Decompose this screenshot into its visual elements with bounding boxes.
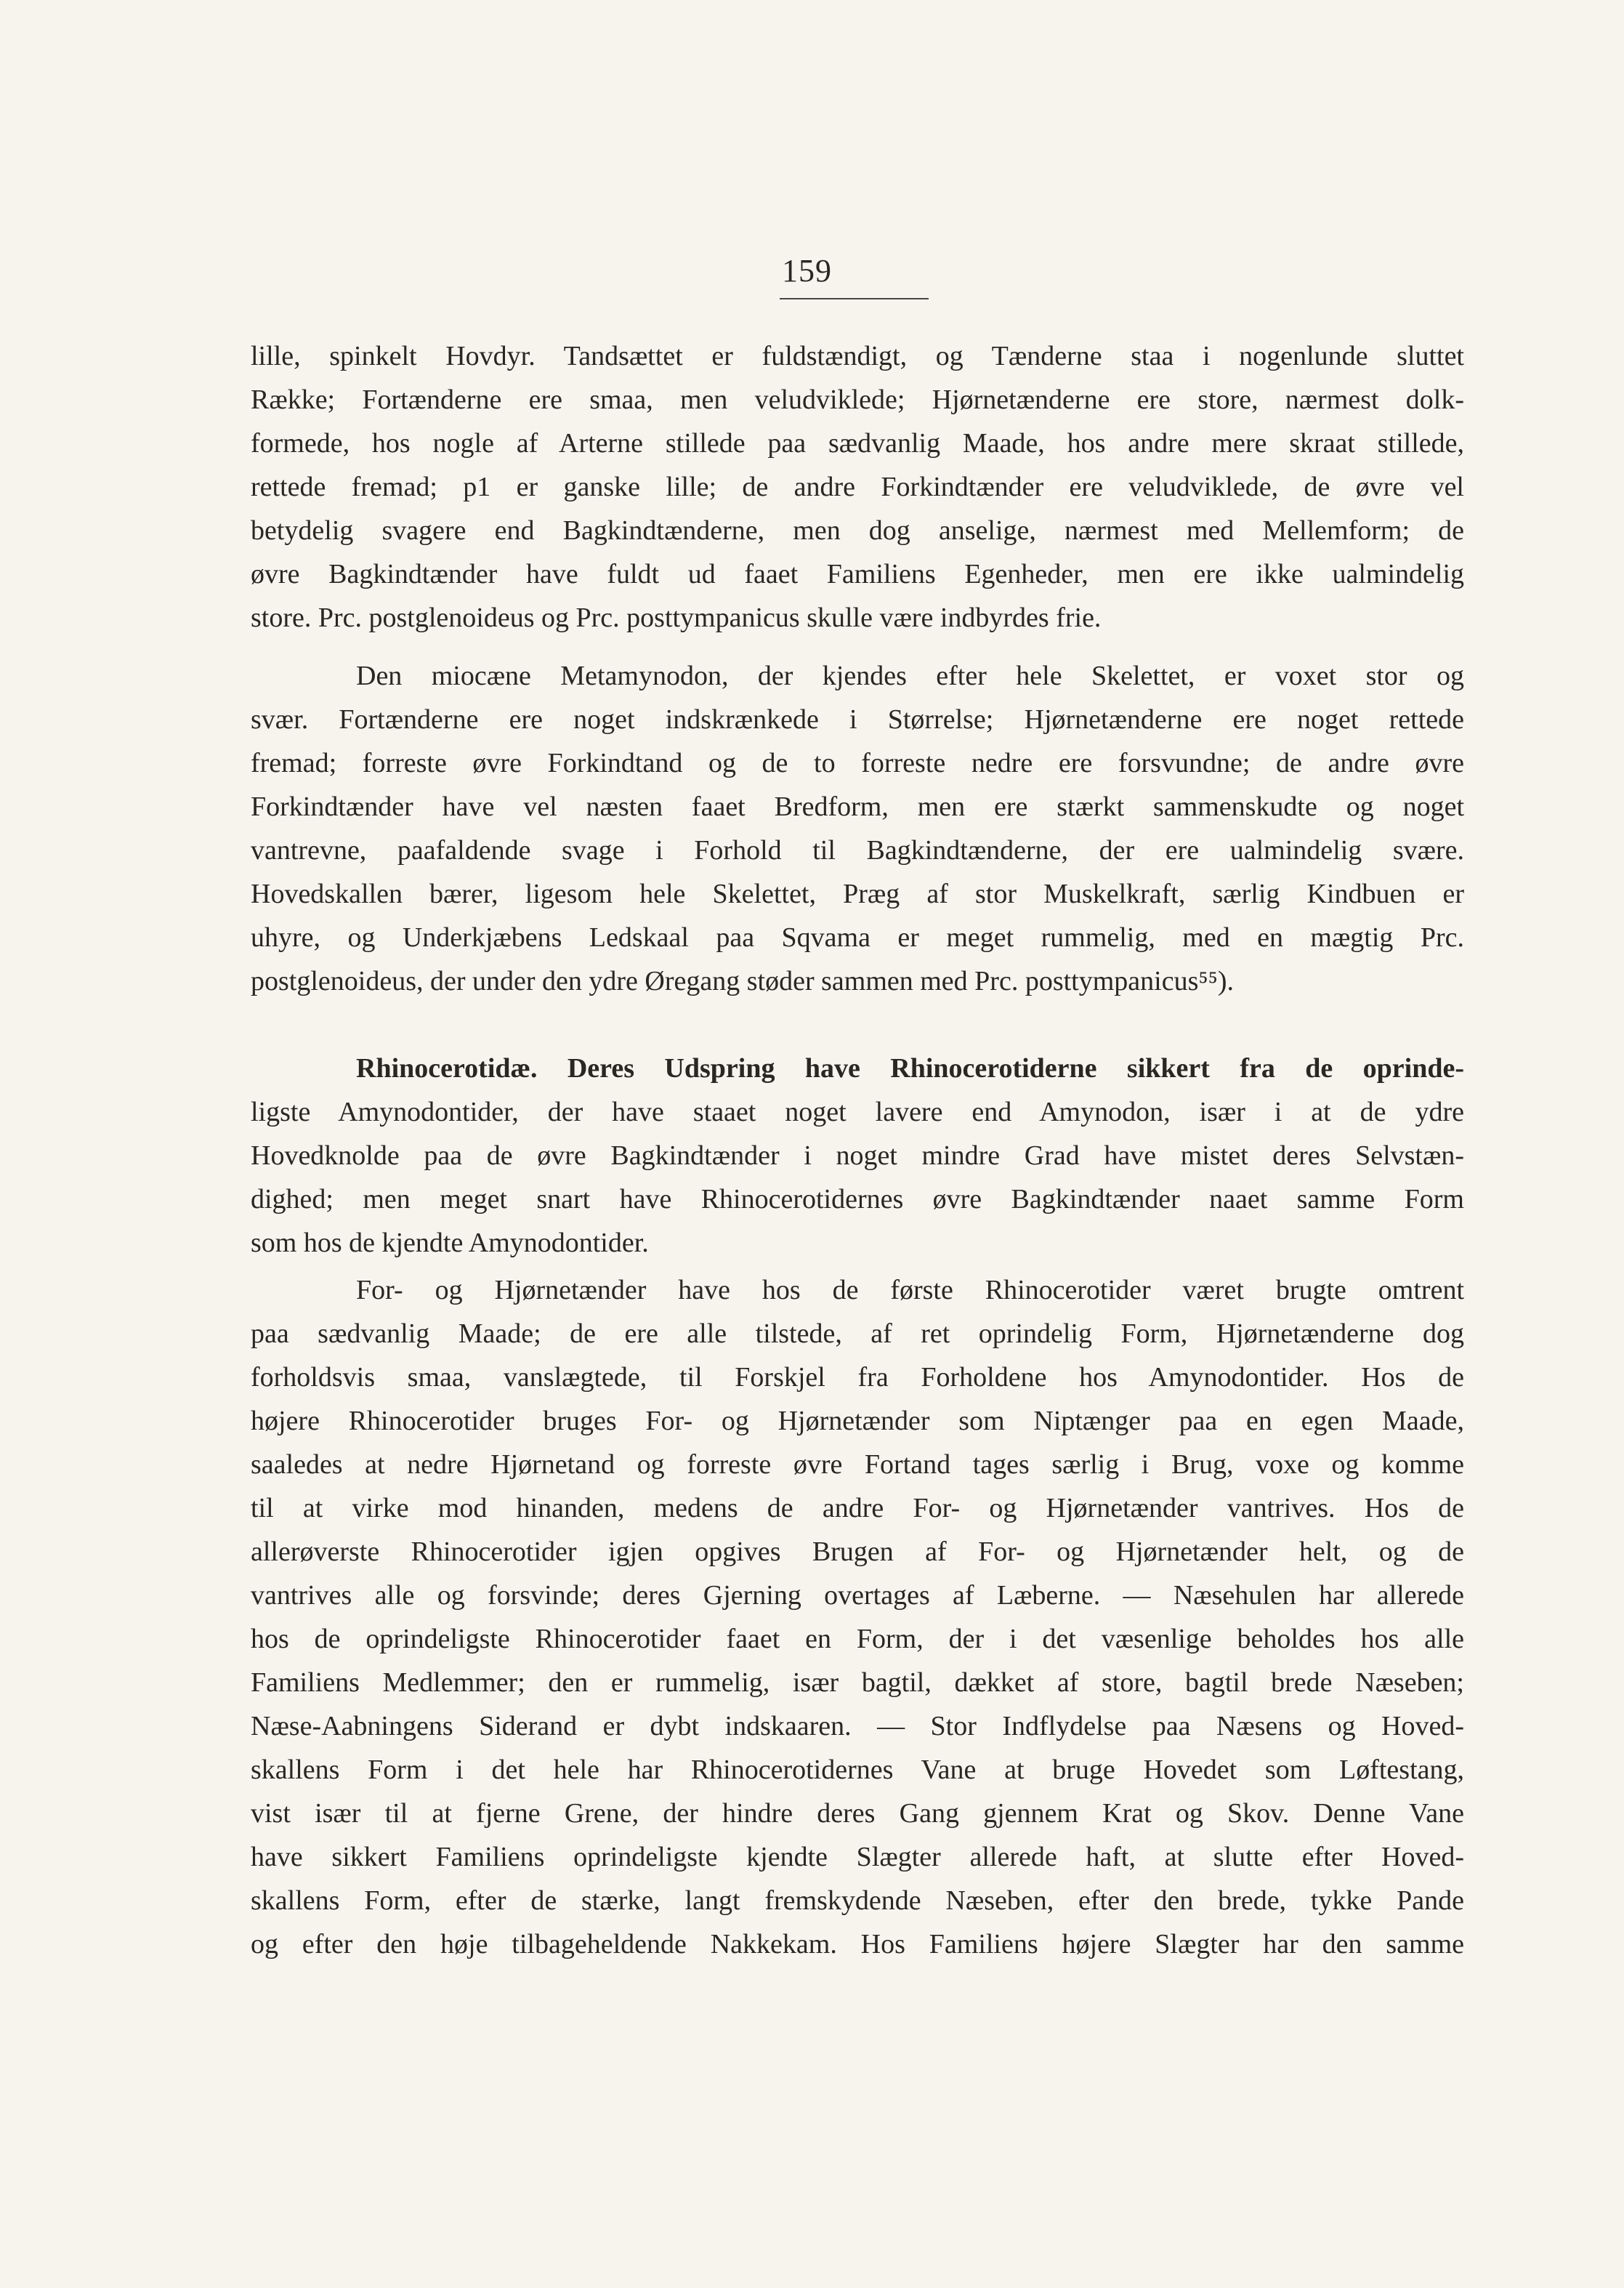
text-line: uhyre, og Underkjæbens Ledskaal paa Sqvama er meget rummelig, med en mægtig Prc. — [251, 922, 1464, 953]
text-line: skallens Form i det hele har Rhinocerotidernes Vane at bruge Hovedet som Løftestang, — [251, 1755, 1464, 1785]
text-line: fremad; forreste øvre Forkindtand og de to forreste nedre ere forsvundne; de andre øvre — [251, 748, 1464, 778]
text-line: saaledes at nedre Hjørnetand og forreste øvre Fortand tages særlig i Brug, voxe og komme — [251, 1449, 1464, 1480]
text-line: svær. Fortænderne ere noget indskrænkede i Størrelse; Hjørnetænderne ere noget rettede — [251, 704, 1464, 735]
text-line: paa sædvanlig Maade; de ere alle tilstede, af ret oprindelig Form, Hjørnetænderne dog — [251, 1318, 1464, 1349]
text-line: lille, spinkelt Hovdyr. Tandsættet er fuldstændigt, og Tænderne staa i nogenlunde sluttet — [251, 341, 1464, 371]
text-line: hos de oprindeligste Rhinocerotider faaet en Form, der i det væsenlige beholdes hos alle — [251, 1624, 1464, 1654]
text-line: og efter den høje tilbageheldende Nakkekam. Hos Familiens højere Slægter har den samme — [251, 1929, 1464, 1959]
text-line: vist især til at fjerne Grene, der hindre deres Gang gjennem Krat og Skov. Denne Vane — [251, 1798, 1464, 1829]
text-line: højere Rhinocerotider bruges For- og Hjørnetænder som Niptænger paa en egen Maade, — [251, 1406, 1464, 1436]
text-line: til at virke mod hinanden, medens de andre For- og Hjørnetænder vantrives. Hos de — [251, 1493, 1464, 1523]
text-line: øvre Bagkindtænder have fuldt ud faaet Familiens Egenheder, men ere ikke ualmindelig — [251, 559, 1464, 589]
text-line: For- og Hjørnetænder have hos de første Rhinocerotider været brugte omtrent — [356, 1275, 1464, 1305]
page-number: 159 — [782, 253, 832, 289]
text-line: Hovedknolde paa de øvre Bagkindtænder i noget mindre Grad have mistet deres Selvstæn- — [251, 1140, 1464, 1171]
text-line: betydelig svagere end Bagkindtænderne, men dog anselige, nærmest med Mellemform; de — [251, 515, 1464, 546]
text-line: Familiens Medlemmer; den er rummelig, især bagtil, dækket af store, bagtil brede Næseben; — [251, 1667, 1464, 1698]
text-line: Næse-Aabningens Siderand er dybt indskaaren. — Stor Indflydelse paa Næsens og Hoved- — [251, 1711, 1464, 1741]
text-line: dighed; men meget snart have Rhinocerotidernes øvre Bagkindtænder naaet samme Form — [251, 1184, 1464, 1215]
text-line: rettede fremad; p1 er ganske lille; de andre Forkindtænder ere veludviklede, de øvre vel — [251, 472, 1464, 502]
text-line: postglenoideus, der under den ydre Øregang støder sammen med Prc. posttympanicus⁵⁵). — [251, 966, 1235, 996]
page-number-rule — [780, 298, 929, 299]
paragraph-1 — [251, 334, 1464, 640]
paragraph-2 — [251, 654, 1464, 1003]
paragraph-4 — [251, 1268, 1464, 1966]
section-heading-line: Rhinocerotidæ. Deres Udspring have Rhinocerotiderne sikkert fra de oprinde- — [356, 1053, 1464, 1084]
text-line: Den miocæne Metamynodon, der kjendes efter hele Skelettet, er voxet stor og — [356, 661, 1464, 691]
section-rhinocerotidae — [251, 1047, 1464, 1265]
text-line: skallens Form, efter de stærke, langt fremskydende Næseben, efter den brede, tykke Pande — [251, 1885, 1464, 1916]
text-line: allerøverste Rhinocerotider igjen opgives Brugen af For- og Hjørnetænder helt, og de — [251, 1536, 1464, 1567]
text-line: ligste Amynodontider, der have staaet noget lavere end Amynodon, især i at de ydre — [251, 1097, 1464, 1127]
text-line: have sikkert Familiens oprindeligste kjendte Slægter allerede haft, at slutte efter Hoved- — [251, 1842, 1464, 1872]
text-line: formede, hos nogle af Arterne stillede paa sædvanlig Maade, hos andre mere skraat stillede, — [251, 428, 1464, 459]
text-line: vantrives alle og forsvinde; deres Gjerning overtages af Læberne. — Næsehulen har allerede — [251, 1580, 1464, 1611]
text-line: Række; Fortænderne ere smaa, men veludviklede; Hjørnetænderne ere store, nærmest dolk- — [251, 384, 1464, 415]
text-line: Hovedskallen bærer, ligesom hele Skelettet, Præg af stor Muskelkraft, særlig Kindbuen er — [251, 879, 1464, 909]
text-line: Forkindtænder have vel næsten faaet Bredform, men ere stærkt sammenskudte og noget — [251, 791, 1464, 822]
text-line: store. Prc. postglenoideus og Prc. posttympanicus skulle være indbyrdes frie. — [251, 603, 1102, 633]
text-line: vantrevne, paafaldende svage i Forhold til Bagkindtænderne, der ere ualmindelig svære. — [251, 835, 1464, 866]
text-line: forholdsvis smaa, vanslægtede, til Forskjel fra Forholdene hos Amynodontider. Hos de — [251, 1362, 1464, 1393]
text-line: som hos de kjendte Amynodontider. — [251, 1228, 649, 1258]
